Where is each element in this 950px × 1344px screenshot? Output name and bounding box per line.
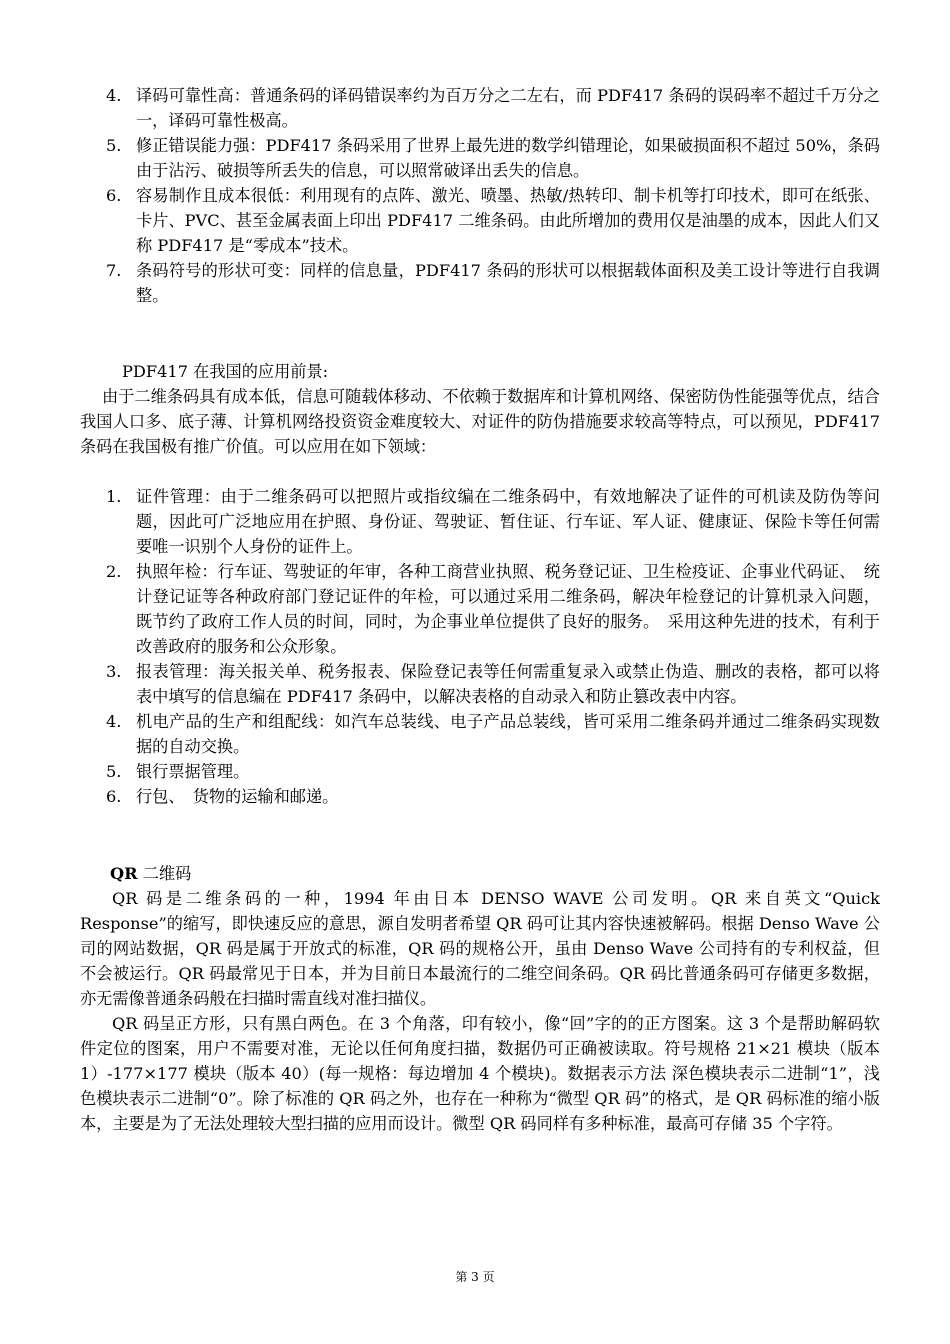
list-item-number: 5. [106,136,122,155]
qr-paragraph-2: QR 码呈正方形，只有黑白两色。在 3 个角落，印有较小，像“回”字的的正方图案。这 3 个是帮助解码软件定位的图案，用户不需要对准，无论以任何角度扫描，数据仍可正确被读取。符号规格 21×21 模块（版本 1）-177×177 模块（版本 40）(每一规格：每边增加 4 个模块)。数据表示方法 深色模块表示二进制“1”，浅色模块表示二进制“0”。除了标准的 QR 码之外，也存在一种称为“微型 QR 码”的格式，是 QR 码标准的缩小版本，主要是为了无法处理较大型扫描的应用而设计。微型 QR 码同样有多种标准，最高可存储 35 个字符。 [80,1014,880,1133]
list-item-text: 银行票据管理。 [136,762,250,781]
application-list [80,484,880,809]
list-item-number: 5. [106,762,122,781]
list-item [80,258,880,308]
list-item [80,133,880,183]
list-item [80,484,880,559]
list-item-number: 2. [106,562,122,581]
qr-paragraph-1: QR 码是二维条码的一种，1994 年由日本 DENSO WAVE 公司发明。QR 来自英文“Quick Response”的缩写，即快速反应的意思，源自发明者希望 QR 码可让其内容快速被解码。根据 Denso Wave 公司的网站数据，QR 码是属于开放式的标准，QR 码的规格公开，虽由 Denso Wave 公司持有的专利权益，但不会被运行。QR 码最常见于日本，并为目前日本最流行的二维空间条码。QR 码比普通条码可存储更多数据，亦无需像普通条码般在扫描时需直线对准扫描仪。 [80,889,880,1008]
list-item-number: 1. [106,487,122,506]
document-page [80,83,880,1136]
list-item-number: 4. [106,86,122,105]
list-item-text: 报表管理：海关报关单、税务报表、保险登记表等任何需重复录入或禁止伪造、删改的表格，都可以将表中填写的信息编在 PDF417 条码中，以解决表格的自动录入和防止篡改表中内容。 [136,662,880,706]
list-item-number: 4. [106,712,122,731]
section-heading-pdf417: PDF417 在我国的应用前景: [122,362,329,381]
list-item-number: 3. [106,662,122,681]
list-item [80,83,880,133]
list-item [80,709,880,759]
list-item [80,559,880,659]
list-item-number: 6. [106,186,122,205]
list-item-text: 行包、 货物的运输和邮递。 [136,787,339,806]
list-item-number: 7. [106,261,122,280]
section-paragraph-pdf417: 由于二维条码具有成本低，信息可随载体移动、不依赖于数据库和计算机网络、保密防伪性能强等优点，结合我国人口多、底子薄、计算机网络投资资金难度较大、对证件的防伪措施要求较高等特点，可以预见，PDF417 条码在我国极有推广价值。可以应用在如下领域： [80,387,880,456]
list-item-text: 证件管理：由于二维条码可以把照片或指纹编在二维条码中，有效地解决了证件的可机读及防伪等问题，因此可广泛地应用在护照、身份证、驾驶证、暂住证、行车证、军人证、健康证、保险卡等任何需要唯一识别个人身份的证件上。 [136,487,880,556]
feature-list [80,83,880,308]
list-item [80,183,880,258]
list-item-text: 容易制作且成本很低：利用现有的点阵、激光、喷墨、热敏/热转印、制卡机等打印技术，即可在纸张、卡片、PVC、甚至金属表面上印出 PDF417 二维条码。由此所增加的费用仅是油墨的成本，因此人们又称 PDF417 是“零成本”技术。 [136,186,880,255]
list-item-text: 条码符号的形状可变：同样的信息量，PDF417 条码的形状可以根据载体面积及美工设计等进行自我调整。 [136,261,880,305]
list-item-text: 译码可靠性高：普通条码的译码错误率约为百万分之二左右，而 PDF417 条码的误码率不超过千万分之一，译码可靠性极高。 [136,86,880,130]
list-item [80,759,880,784]
list-item [80,784,880,809]
list-item-text: 修正错误能力强：PDF417 条码采用了世界上最先进的数学纠错理论，如果破损面积不超过 50%，条码由于沾污、破损等所丢失的信息，可以照常破译出丢失的信息。 [136,136,880,180]
list-item [80,659,880,709]
qr-heading-bold: QR [110,864,138,883]
list-item-text: 执照年检：行车证、驾驶证的年审，各种工商营业执照、税务登记证、卫生检疫证、企事业代码证、 统计登记证等各种政府部门登记证件的年检，可以通过采用二维条码，解决年检登记的计算机录入问题，既节约了政府工作人员的时间，同时，为企事业单位提供了良好的服务。 采用这种先进的技术，有利于改善政府的服务和公众形象。 [136,562,880,656]
list-item-text: 机电产品的生产和组配线：如汽车总装线、电子产品总装线，皆可采用二维条码并通过二维条码实现数据的自动交换。 [136,712,880,756]
page-number-footer: 第 3 页 [455,1270,495,1284]
qr-heading-rest: 二维码 [137,864,192,883]
section-heading-qr [80,861,880,886]
list-item-number: 6. [106,787,122,806]
